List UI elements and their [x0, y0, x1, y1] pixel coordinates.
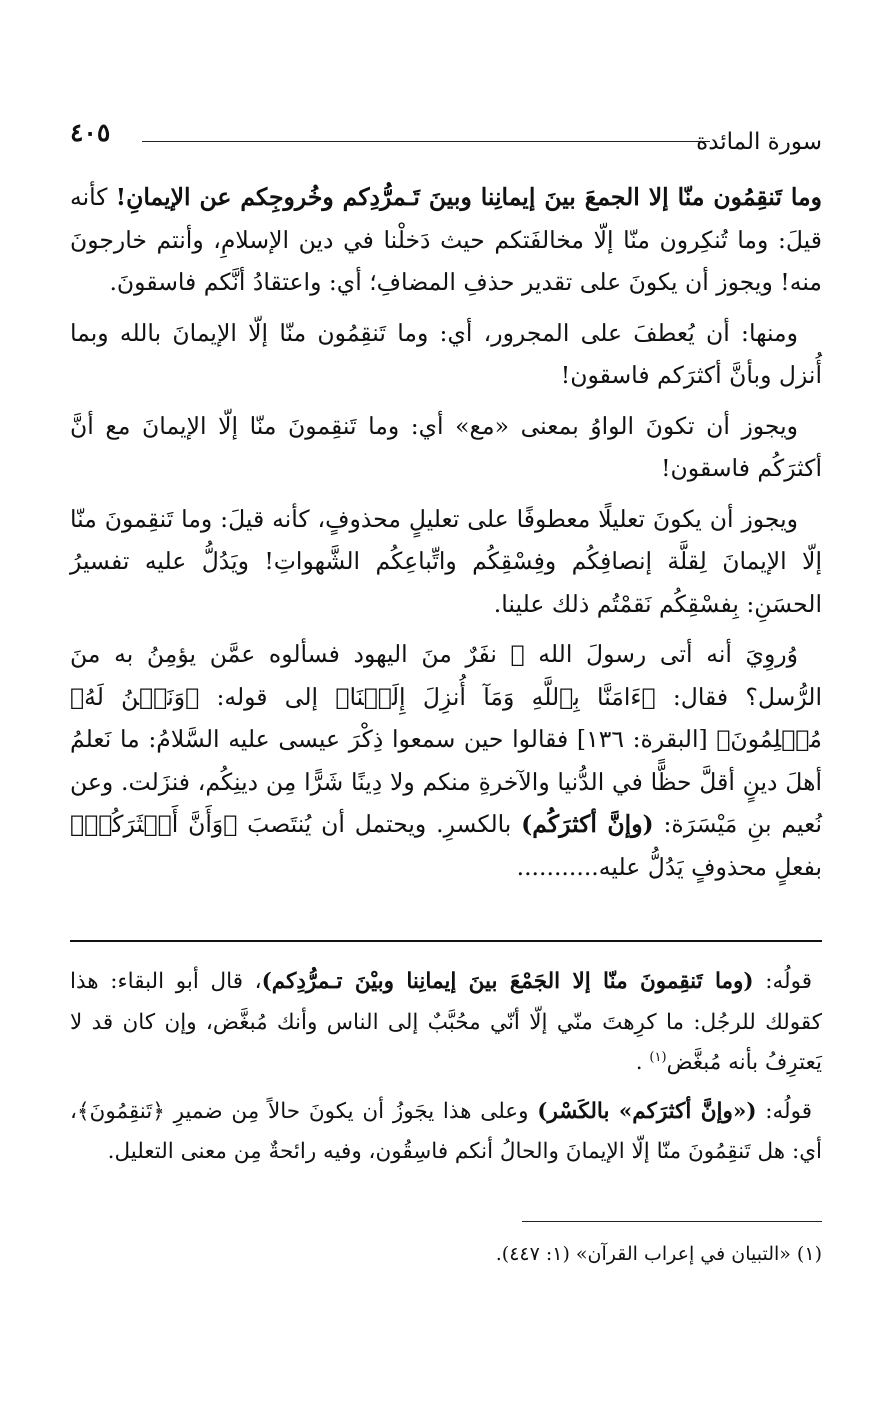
quran-quote: ﴿وَأَنَّ أَكۡثَرَكُمۡ﴾ [70, 810, 238, 838]
quoted-phrase: («وإنَّ أكثرَكم» بالكَسْر) [537, 1098, 757, 1124]
paragraph-text: قولُه: [756, 1098, 812, 1124]
paragraph-3 [70, 405, 822, 490]
page-number: ٤٠٥ [70, 118, 111, 147]
paragraph-4 [70, 498, 822, 626]
paragraph-text: بفعلٍ محذوفٍ يَدُلُّ عليه........... [516, 852, 822, 881]
paragraph-2 [70, 312, 822, 397]
paragraph-text: ، قال أبو البقاء: هذا كقولك للرجُل: ما كرِهتَ منّي إلّا أنّي محُبَّبٌ إلى الناس وأنك مُبغَّض، وإن كان قد لا يَعترِفُ بأنه مُبغَّض [70, 969, 822, 1075]
page-header [70, 112, 822, 155]
footnote [70, 1240, 822, 1268]
quoted-reading: (وإنَّ أكثرَكُم) [521, 810, 654, 838]
header-rule [142, 141, 710, 142]
footnote-text: (١) «التبيان في إعراب القرآن» (١: ٤٤٧). [495, 1243, 822, 1265]
surah-title: سورة المائدة [696, 129, 822, 155]
paragraph-text: كأنه قيلَ: وما تُنكِرون منّا إلّا مخالفَتكم حيث دَخلْنا في دين الإسلامِ، وأنتم خارجونَ منه! ويجوز أن يكونَ على تقدير حذفِ المضافِ؛ أي: واعتقادُ أنَّكم فاسقونَ. [70, 183, 822, 296]
paragraph-text: قولُه: [753, 969, 812, 994]
paragraph-text: ومنها: أن يُعطفَ على المجرور، أي: وما تَنقِمُون منّا إلّا الإيمانَ بالله وبما أُنزل وبأنَّ أكثرَكم فاسقون! [70, 318, 822, 389]
footnote-divider [522, 1221, 822, 1222]
paragraph-text: ، أي: هل تَنقِمُونَ منّا إلّا الإيمانَ والحالُ أنكم فاسِقُون، وفيه رائحةٌ مِن معنى التعليل. [70, 1098, 822, 1164]
paragraph-5 [70, 633, 822, 888]
section-divider [70, 940, 822, 942]
quoted-phrase: (وما تَنقِمونَ منّا إلا الجَمْعَ بينَ إيمانِنا وبيْنَ تـمرُّدِكم) [261, 969, 754, 994]
book-page [70, 0, 822, 1410]
paragraph-text: [البقرة: ١٣٦] فقالوا حين سمعوا ذِكْرَ عيسى عليه السَّلامُ: ما نَعلمُ أهلَ دينٍ أقلَّ حظًّا في الدُّنيا والآخرةِ منكم ولا دِينًا شَرًّا مِن دينِكُم، فنزَلت. وعن نُعيم بنِ مَيْسَرَة: [70, 725, 822, 838]
quran-quote: ﴿تَنقِمُونَ﴾ [76, 1098, 165, 1124]
paragraph-text: ويجوز أن يكونَ تعليلًا معطوفًا على تعليلٍ محذوفٍ، كأنه قيلَ: وما تَنقِمونَ منّا إلّا الإيمانَ لِقلَّة إنصافِكُم وفِسْقِكُم واتِّباعِكُم الشَّهواتِ! ويَدُلُّ عليه تفسيرُ الحسَنِ: بِفسْقِكُم نَقمْتُم ذلك علينا. [70, 504, 822, 618]
commentary-paragraph-2 [70, 1092, 822, 1173]
main-text [70, 176, 822, 896]
paragraph-text: . [635, 1050, 650, 1075]
quoted-phrase: وما تَنقِمُون منّا إلا الجمعَ بينَ إيمانِنا وبينَ تَـمرُّدِكم وخُروجِكم عن الإيمانِ! [115, 183, 822, 211]
quran-quote: ﴿وَنَحۡنُ لَهُۥ مُسۡلِمُونَ﴾ [70, 682, 822, 753]
paragraph-1 [70, 176, 822, 304]
paragraph-text: بالكسرِ. ويحتمل أن يُنتَصبَ [237, 810, 522, 838]
commentary-text [70, 962, 822, 1181]
footnote-marker[interactable]: (١) [649, 1049, 667, 1065]
paragraph-text: ويجوز أن تكونَ الواوُ بمعنى «مع» أي: وما تَنقِمونَ منّا إلّا الإيمانَ مع أنَّ أكثرَكُم فاسقون! [70, 411, 822, 482]
paragraph-text: وُروِيَ أنه أتى رسولَ الله ﷺ نفَرٌ منَ اليهود فسألوه عمَّن يؤمِنُ به منَ الرُّسل؟ فقال: [70, 640, 822, 711]
paragraph-text: وعلى هذا يجَوزُ أن يكونَ حالاً مِن ضميرِ [164, 1098, 538, 1124]
paragraph-text: إلى قوله: [199, 682, 336, 711]
quran-quote: ﴿ءَامَنَّا بِٱللَّهِ وَمَآ أُنزِلَ إِلَيۡنَا﴾ [335, 682, 656, 711]
commentary-paragraph-1 [70, 962, 822, 1084]
